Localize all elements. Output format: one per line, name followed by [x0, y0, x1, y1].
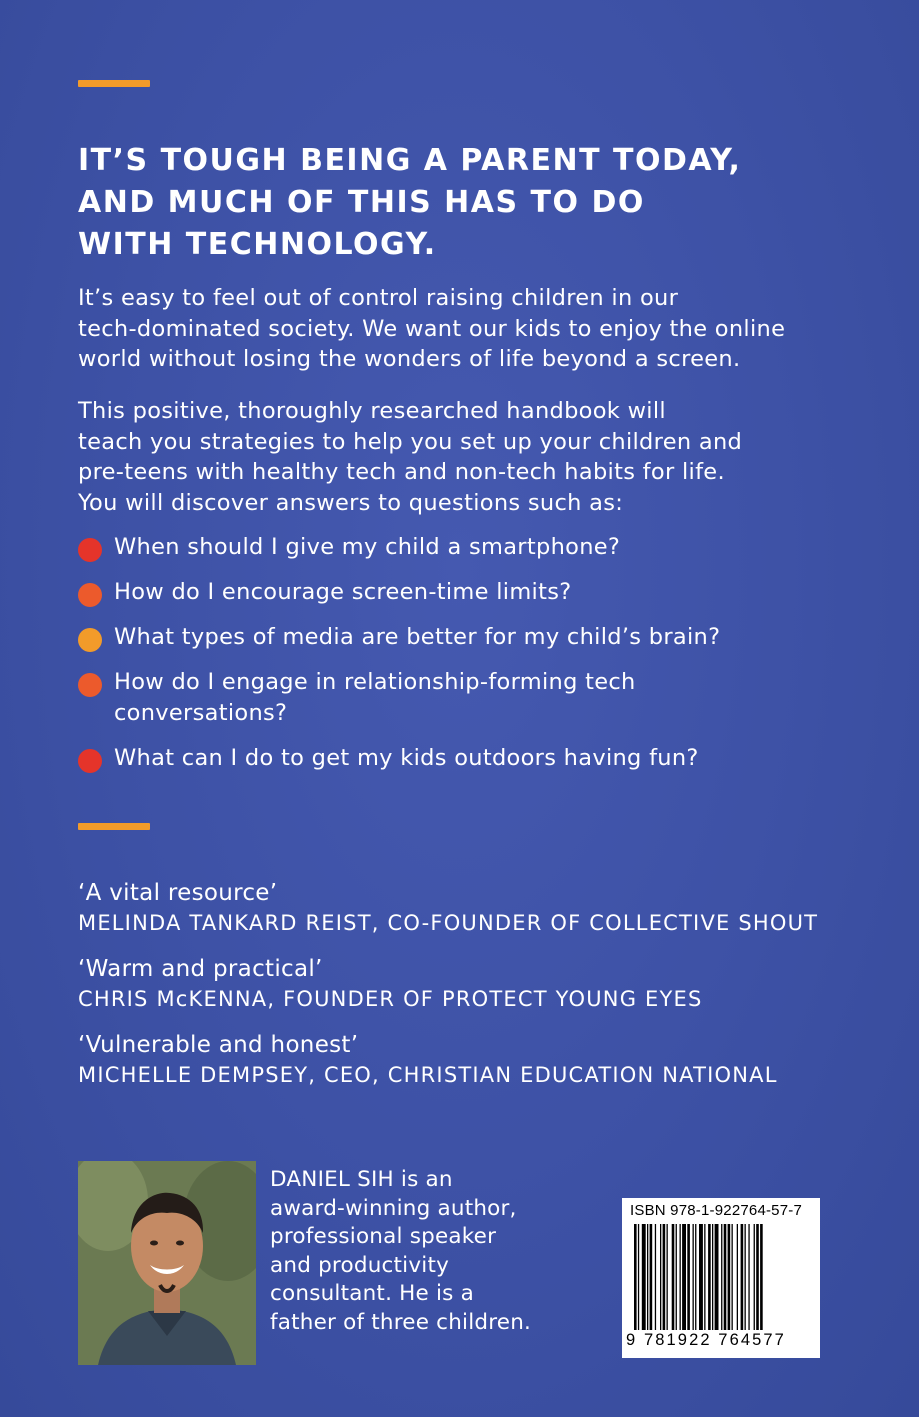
intro-paragraph — [78, 283, 858, 375]
body-paragraph — [78, 396, 858, 518]
barcode-bar — [680, 1224, 681, 1330]
headline — [78, 140, 858, 266]
orange-rule-top — [78, 80, 150, 87]
bio-line: award-winning author, — [270, 1195, 517, 1221]
question-item — [78, 577, 878, 608]
bio-line: and productivity — [270, 1252, 450, 1278]
barcode-bar — [715, 1224, 719, 1330]
barcode-bar — [745, 1224, 746, 1330]
barcode-bar — [756, 1224, 759, 1330]
question-text: conversations? — [114, 699, 288, 726]
barcode-digits: 9 781922 764577 — [626, 1331, 786, 1349]
question-list — [78, 532, 878, 788]
barcode-bar — [699, 1224, 703, 1330]
question-item — [78, 532, 878, 563]
intro-line: tech-dominated society. We want our kids to enjoy the online — [78, 315, 786, 342]
body-line: You will discover answers to questions such as: — [78, 489, 624, 516]
barcode-bar — [634, 1224, 637, 1330]
barcode-panel — [622, 1198, 820, 1358]
orange-rule-middle — [78, 823, 150, 830]
bio-line: professional speaker — [270, 1224, 497, 1249]
body-line: teach you strategies to help you set up your children and — [78, 428, 743, 455]
barcode-bar — [647, 1224, 648, 1330]
bullet-dot-icon — [78, 628, 102, 652]
barcode-bar — [695, 1224, 696, 1330]
testimonial-source: MELINDA TANKARD REIST, CO-FOUNDER OF COLLECTIVE SHOUT — [78, 911, 819, 935]
barcode-bar — [732, 1224, 733, 1330]
headline-line: AND MUCH OF THIS HAS TO DO — [78, 185, 645, 220]
testimonial — [78, 1030, 878, 1090]
barcode-icon — [634, 1224, 810, 1332]
barcode-bar — [712, 1224, 713, 1330]
testimonial — [78, 954, 878, 1014]
bio-line: DANIEL SIH is an — [270, 1167, 453, 1192]
author-bio — [270, 1166, 570, 1337]
bio-line: consultant. He is a — [270, 1281, 474, 1306]
intro-line: world without losing the wonders of life beyond a screen. — [78, 346, 741, 372]
isbn-label: ISBN 978-1-922764-57-7 — [630, 1202, 803, 1219]
barcode-bar — [693, 1224, 694, 1330]
bullet-dot-icon — [78, 538, 102, 562]
barcode-bar — [721, 1224, 722, 1330]
barcode-bar — [724, 1224, 727, 1330]
barcode-bar — [737, 1224, 738, 1330]
barcode-bar — [760, 1224, 763, 1330]
question-item — [78, 743, 878, 774]
question-text: How do I encourage screen-time limits? — [114, 579, 572, 605]
testimonial-source: MICHELLE DEMPSEY, CEO, CHRISTIAN EDUCATION NATIONAL — [78, 1063, 778, 1087]
testimonial-source: CHRIS McKENNA, FOUNDER OF PROTECT YOUNG EYES — [78, 987, 703, 1011]
barcode-bar — [748, 1224, 749, 1330]
testimonials — [78, 878, 878, 1106]
barcode-bar — [655, 1224, 656, 1330]
question-item — [78, 667, 878, 728]
barcode-bar — [682, 1224, 686, 1330]
author-photo — [78, 1161, 256, 1365]
testimonial-quote: ‘A vital resource’ — [78, 880, 278, 906]
barcode-bar — [660, 1224, 661, 1330]
barcode-bar — [754, 1224, 755, 1330]
body-line: pre-teens with healthy tech and non-tech habits for life. — [78, 459, 725, 485]
headline-line: IT’S TOUGH BEING A PARENT TODAY, — [78, 143, 742, 178]
body-line: This positive, thoroughly researched handbook will — [78, 398, 666, 424]
bullet-dot-icon — [78, 749, 102, 773]
barcode-bar — [642, 1224, 646, 1330]
bullet-dot-icon — [78, 673, 102, 697]
barcode-bar — [663, 1224, 666, 1330]
author-portrait-image — [78, 1161, 256, 1365]
barcode-bar — [704, 1224, 705, 1330]
testimonial-quote: ‘Warm and practical’ — [78, 956, 323, 982]
headline-line: WITH TECHNOLOGY. — [78, 227, 437, 262]
question-text: When should I give my child a smartphone? — [114, 534, 621, 560]
barcode-bar — [741, 1224, 744, 1330]
barcode-bar — [672, 1224, 675, 1330]
question-text: How do I engage in relationship-forming tech — [114, 669, 636, 695]
barcode-bar — [676, 1224, 677, 1330]
question-text: What can I do to get my kids outdoors having fun? — [114, 744, 699, 771]
barcode-bar — [667, 1224, 668, 1330]
bio-line: father of three children. — [270, 1309, 532, 1335]
barcode-bar — [638, 1224, 639, 1330]
question-item — [78, 622, 878, 653]
barcode-bar — [687, 1224, 690, 1330]
barcode-bar — [728, 1224, 731, 1330]
testimonial — [78, 878, 878, 938]
barcode-bar — [650, 1224, 653, 1330]
intro-line: It’s easy to feel out of control raising children in our — [78, 285, 679, 311]
barcode-bar — [708, 1224, 711, 1330]
bullet-dot-icon — [78, 583, 102, 607]
question-text: What types of media are better for my child’s brain? — [114, 624, 721, 650]
testimonial-quote: ‘Vulnerable and honest’ — [78, 1032, 359, 1058]
